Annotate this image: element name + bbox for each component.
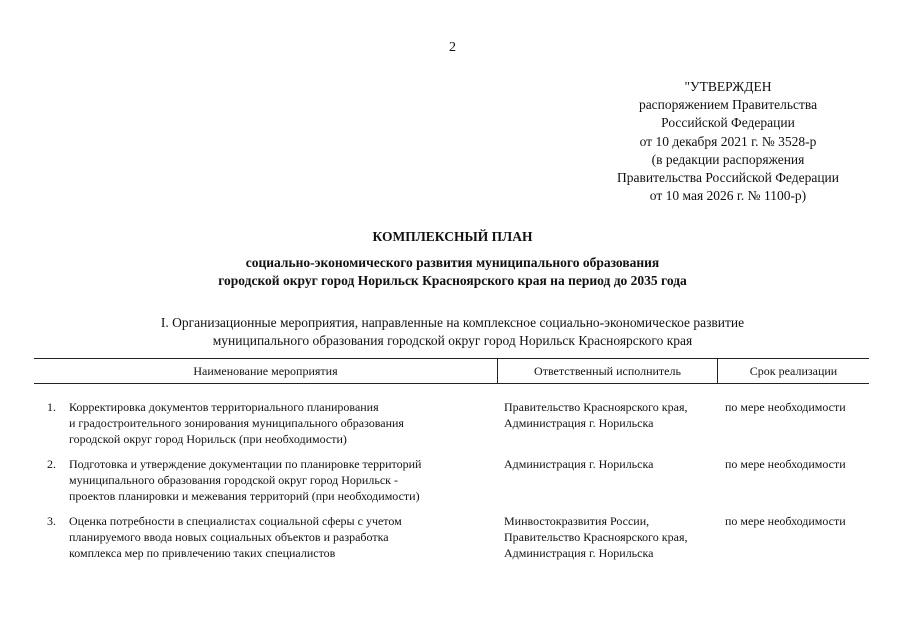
implementation-term: по мере необходимости (725, 514, 846, 528)
implementation-term: по мере необходимости (725, 400, 846, 414)
activity-name-line: проектов планировки и межевания территорий (при необходимости) (69, 489, 420, 503)
approval-line: Российской Федерации (661, 115, 795, 131)
section-heading (0, 314, 905, 350)
activity-name-line: Оценка потребности в специалистах социальной сферы с учетом (69, 514, 402, 528)
table-row (34, 456, 869, 504)
approval-line: от 10 мая 2026 г. № 1100-р) (649, 188, 807, 204)
responsible-line: Администрация г. Норильска (504, 457, 654, 471)
document-subtitle (0, 254, 905, 290)
row-number: 2. (47, 457, 56, 471)
approval-line: распоряжением Правительства (638, 97, 818, 113)
page-number: 2 (449, 40, 456, 55)
subtitle-line: социально-экономического развития муниципального образования (245, 255, 660, 270)
activity-name-line: городской округ город Норильск (при необходимости) (69, 432, 347, 446)
approval-line: Правительства Российской Федерации (617, 170, 839, 186)
section-heading-line: муниципального образования городской округ город Норильск Красноярского края (212, 333, 693, 348)
activity-name-line: Корректировка документов территориального планирования (69, 400, 379, 414)
approval-line: от 10 декабря 2021 г. № 3528-р (639, 133, 817, 149)
activity-name (69, 399, 489, 447)
table-row (34, 399, 869, 447)
responsible-line: Администрация г. Норильска (504, 416, 654, 430)
responsible-line: Правительство Красноярского края, (504, 400, 688, 414)
approval-line: (в редакции распоряжения (651, 151, 805, 167)
approval-line: "УТВЕРЖДЕН (684, 79, 772, 94)
row-number: 1. (47, 400, 56, 414)
column-header-term: Срок реализации (749, 364, 838, 378)
responsible-executor (504, 399, 714, 431)
subtitle-line: городской округ город Норильск Красноярского края на период до 2035 года (218, 273, 687, 288)
activity-name-line: Подготовка и утверждение документации по планировке территорий (69, 457, 422, 471)
activity-name (69, 456, 489, 504)
table-row (34, 513, 869, 561)
responsible-line: Минвостокразвития России, (504, 514, 650, 528)
approval-stamp (598, 78, 858, 205)
activity-name-line: муниципального образования городской округ город Норильск - (69, 473, 398, 487)
column-header-name: Наименование мероприятия (34, 359, 498, 383)
activity-name-line: комплекса мер по привлечению таких специалистов (69, 546, 336, 560)
activity-name-line: планируемого ввода новых социальных объектов и разработка (69, 530, 389, 544)
table-header (34, 358, 869, 384)
section-heading-line: I. Организационные мероприятия, направленные на комплексное социально-экономическое развитие (160, 315, 745, 330)
activity-name-line: и градостроительного зонирования муниципального образования (69, 416, 404, 430)
activity-name (69, 513, 489, 561)
row-number: 3. (47, 514, 56, 528)
responsible-line: Правительство Красноярского края, (504, 530, 688, 544)
responsible-executor (504, 513, 714, 561)
implementation-term: по мере необходимости (725, 457, 846, 471)
column-header-responsible: Ответственный исполнитель (498, 359, 718, 383)
responsible-executor (504, 456, 714, 472)
document-title: КОМПЛЕКСНЫЙ ПЛАН (372, 229, 533, 244)
responsible-line: Администрация г. Норильска (504, 546, 654, 560)
